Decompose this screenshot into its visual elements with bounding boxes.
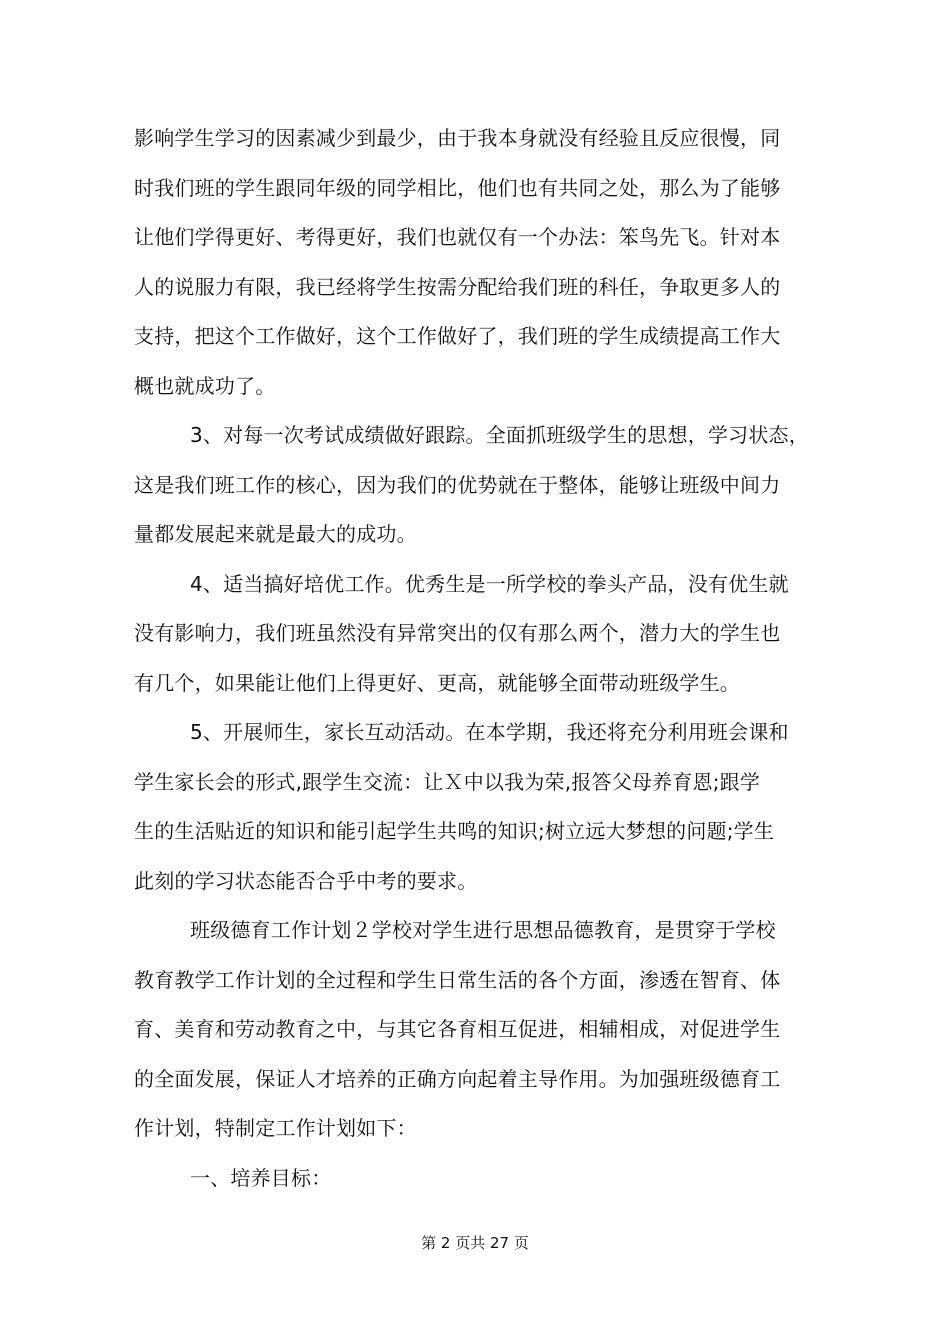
text-line: 学生家长会的形式,跟学生交流：让Ｘ中以我为荣,报答父母养育恩;跟学 [134,769,761,794]
text-line: 作计划，特制定工作计划如下： [134,1116,417,1140]
text-line: 影响学生学习的因素减少到最少，由于我本身就没有经验且反应很慢，同 [134,126,781,150]
document-body [134,118,834,1207]
text-line: 生的生活贴近的知识和能引起学生共鸣的知识;树立远大梦想的问题;学生 [134,819,775,843]
text-line: 时我们班的学生跟同年级的同学相比，他们也有共同之处，那么为了能够 [134,175,781,200]
text-line: 支持，把这个工作做好，这个工作做好了，我们班的学生成绩提高工作大 [134,324,781,348]
text-line: 人的说服力有限，我已经将学生按需分配给我们班的科任，争取更多人的 [134,274,781,299]
text-line: 没有影响力，我们班虽然没有异常突出的仅有那么两个，潜力大的学生也 [134,621,781,645]
paragraph-3-first-line: 3、对每一次考试成绩做好跟踪。全面抓班级学生的思想，学习状态， [190,423,809,447]
text-line: 教育教学工作计划的全过程和学生日常生活的各个方面，渗透在智育、体 [134,967,781,992]
text-line: 有几个，如果能让他们上得更好、更高，就能够全面带动班级学生。 [134,670,740,695]
text-line: 育、美育和劳动教育之中，与其它各育相互促进，相辅相成，对促进学生 [134,1017,781,1041]
text-line: 的全面发展，保证人才培养的正确方向起着主导作用。为加强班级德育工 [134,1066,781,1091]
text-line: 让他们学得更好、考得更好，我们也就仅有一个办法：笨鸟先飞。针对本 [134,225,781,249]
page-number-footer: 第 2 页共 27 页 [421,1234,529,1252]
text-line: 此刻的学习状态能否合乎中考的要求。 [134,868,478,893]
paragraph-5-first-line: 5、开展师生，家长互动活动。在本学期，我还将充分利用班会课和 [190,720,789,744]
text-line: 这是我们班工作的核心，因为我们的优势就在于整体，能够让班级中间力 [134,472,781,497]
text-line: 概也就成功了。 [134,373,276,398]
section-2-intro-line: 班级德育工作计划２学校对学生进行思想品德教育，是贯穿于学校 [190,918,776,942]
heading-training-goals: 一、培养目标： [190,1165,332,1190]
text-line: 量都发展起来就是最大的成功。 [134,522,417,546]
paragraph-4-first-line: 4、适当搞好培优工作。优秀生是一所学校的拳头产品，没有优生就 [190,571,789,596]
